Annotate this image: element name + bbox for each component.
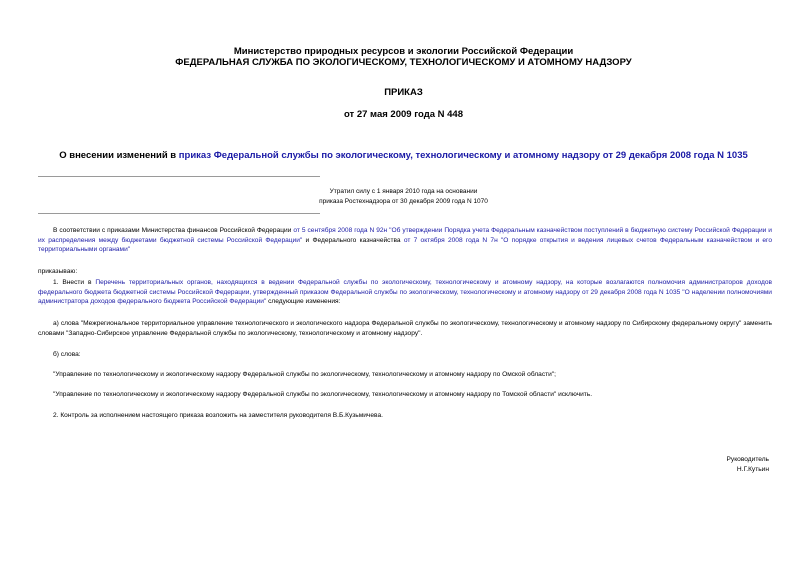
intro-text-1: В соответствии с приказами Министерства финансов Российской Федерации [53,227,294,234]
item-1-link[interactable]: Перечень территориальных органов, находящихся в ведении Федеральной службы по экологическому, технологическому и атомному надзору, на которые возлагаются полномочия администраторов доходов федерального бюджета бюджетной системы Российской Федерации, утвержденный приказом Федеральной службы по экологическому, технологическому и атомному надзору от 29 декабря 2008 года N 1035 "О наделении полномочиями администратора доходов федерального бюджета Российской Федерации" [38,279,772,305]
intro-paragraph [38,226,772,255]
item-1-text-2: следующие изменения: [266,298,341,305]
divider-top [38,176,320,177]
doc-title-prefix: О внесении изменений в [59,150,179,161]
intro-link-1[interactable]: от 5 сентября 2008 года N 92н "Об утверждении Порядка учета Федеральным казначейством поступлений в бюджетную систему Российской Федерации и их распределения между бюджетами бюджетной системы Российской Федерации" [38,227,772,244]
status-line-1: Утратил силу с 1 января 2010 года на основании [329,188,478,195]
status-line-2: приказа Ростехнадзора от 30 декабря 2009 года N 1070 [319,198,488,205]
signature-position: Руководитель [726,456,769,463]
item-1-text-1: 1. Внести в [53,279,96,286]
item-2: 2. Контроль за исполнением настоящего приказа возложить на заместителя руководителя В.Б.Кузьмичева. [53,412,383,419]
quote-1: "Управление по технологическому и экологическому надзору Федеральной службы по экологическому, технологическому и атомному надзору по Омской области"; [53,371,557,378]
divider-bottom [38,213,320,214]
quote-2: "Управление по технологическому и экологическому надзору Федеральной службы по экологическому, технологическому и атомному надзору по Томской области" исключить. [53,391,593,398]
doc-date-number: от 27 мая 2009 года N 448 [343,109,464,120]
signature-name: Н.Г.Кутьин [736,466,769,473]
intro-link-2[interactable]: от 7 октября 2008 года N 7н "О порядке открытия и ведения лицевых счетов Федеральным казначейством и его территориальными органами" [38,236,772,253]
ministry-heading: Министерство природных ресурсов и экологии Российской Федерации [233,46,574,57]
doc-title [0,150,807,161]
item-a: а) слова "Межрегиональное территориальное управление технологического и экологического надзора Федеральной службы по экологическому, технологическому и атомному надзору по Сибирскому федеральному округу" заменить словами "Западно-Сибирское управление Федеральной службы по экологическому, технологическому и атомному надзору". [38,320,772,337]
doc-type: ПРИКАЗ [384,87,423,98]
intro-text-2: и Федерального казначейства [302,236,404,244]
item-1 [38,278,772,307]
order-word: приказываю: [38,268,78,275]
item-b: б) слова: [53,351,81,358]
service-heading: ФЕДЕРАЛЬНАЯ СЛУЖБА ПО ЭКОЛОГИЧЕСКОМУ, ТЕХНОЛОГИЧЕСКОМУ И АТОМНОМУ НАДЗОРУ [175,57,632,68]
doc-title-link[interactable]: приказ Федеральной службы по экологическому, технологическому и атомному надзору от 29 декабря 2008 года N 1035 [178,150,748,161]
